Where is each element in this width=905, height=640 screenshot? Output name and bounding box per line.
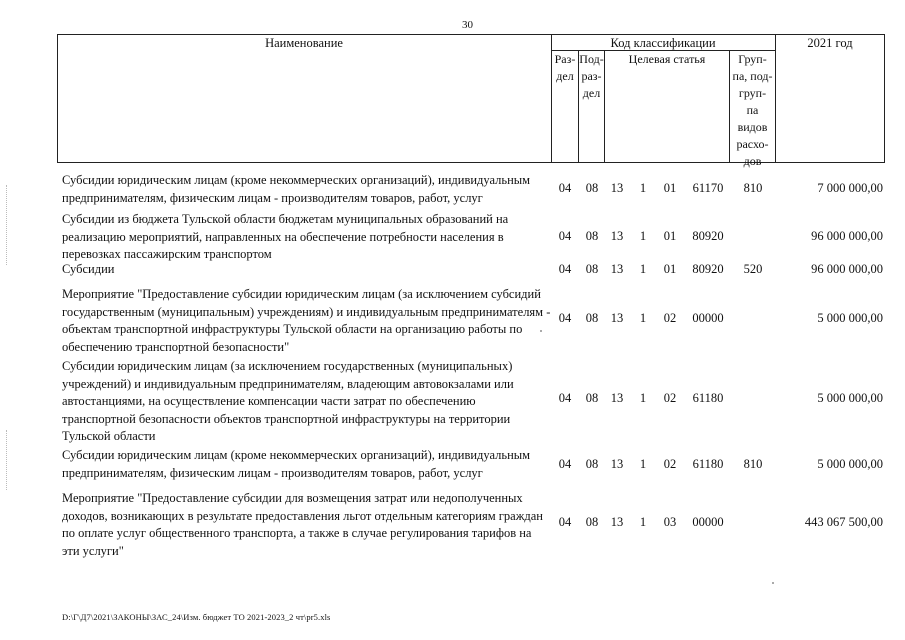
row-razdel: 04 (558, 457, 572, 471)
row-target-program: 13 (610, 229, 624, 243)
row-razdel: 04 (558, 391, 572, 405)
header-target: Целевая статья (628, 52, 706, 66)
row-amount: 7 000 000,00 (817, 181, 883, 195)
row-name: Субсидии юридическим лицам (за исключением государственных (муниципальных) учреждений) и индивидуальным предпринимателям, владеющим автовокзалами или автостанциями, на осуществление компенсации части затрат по обеспечению транспортной безопасности объектов транспортной инфраструктуры на территории Тульской области (62, 359, 514, 443)
row-target-direction: 61180 (692, 457, 724, 471)
scan-margin-artifact (6, 185, 9, 265)
row-name: Мероприятие "Предоставление субсидии юридическим лицам (за исключением субсидий государственным (муниципальным) учреждениям) и индивидуальным предпринимателям - объектам транспортной инфраструктуры Тульской области на организацию работы по обеспечению транспортной безопасности" (62, 287, 551, 354)
row-podrazdel: 08 (585, 515, 599, 529)
row-podrazdel: 08 (585, 229, 599, 243)
header-classification: Код классификации (610, 36, 716, 50)
row-target-event: 02 (663, 311, 677, 325)
row-target-program: 13 (610, 515, 624, 529)
row-podrazdel: 08 (585, 262, 599, 276)
row-razdel: 04 (558, 229, 572, 243)
row-podrazdel: 08 (585, 311, 599, 325)
row-name: Мероприятие "Предоставление субсидии для возмещения затрат или недополученных доходов, возникающих в результате предоставления льгот отдельным категориям граждан по оплате услуг общественного транспорта, а также в случае регулирования тарифов на эти услуги" (62, 491, 543, 558)
header-group: Груп- па, под- груп- па видов расхо- дов (732, 52, 773, 168)
row-target-subprogram: 1 (639, 262, 647, 276)
row-razdel: 04 (558, 515, 572, 529)
row-target-event: 01 (663, 262, 677, 276)
row-podrazdel: 08 (585, 181, 599, 195)
row-razdel: 04 (558, 262, 572, 276)
row-target-event: 01 (663, 229, 677, 243)
row-name: Субсидии (62, 262, 115, 276)
row-razdel: 04 (558, 311, 572, 325)
row-group: 810 (743, 181, 763, 195)
row-amount: 96 000 000,00 (811, 229, 883, 243)
row-target-program: 13 (610, 181, 624, 195)
row-target-subprogram: 1 (639, 391, 647, 405)
row-target-direction: 61170 (692, 181, 724, 195)
header-name: Наименование (265, 36, 343, 50)
row-amount: 5 000 000,00 (817, 391, 883, 405)
row-name: Субсидии юридическим лицам (кроме некоммерческих организаций), индивидуальным предпринимателям, физическим лицам - производителям товаров, работ, услуг (62, 173, 531, 205)
row-group: 520 (743, 262, 763, 276)
row-podrazdel: 08 (585, 391, 599, 405)
row-amount: 443 067 500,00 (804, 515, 883, 529)
row-target-event: 02 (663, 457, 677, 471)
row-target-direction: 61180 (692, 391, 724, 405)
scan-dot-artifact (772, 582, 774, 584)
scan-dot-artifact (540, 330, 542, 332)
file-path-footer: D:\Г\Д7\2021\ЗАКОНЫ\ЗАС_24\Изм. бюджет ТО 2021-2023_2 чт\pr5.xls (62, 612, 331, 622)
row-target-subprogram: 1 (639, 229, 647, 243)
header-left-border (57, 34, 58, 163)
header-razdel: Раз- дел (554, 52, 576, 83)
row-target-event: 01 (663, 181, 677, 195)
row-target-program: 13 (610, 311, 624, 325)
row-podrazdel: 08 (585, 457, 599, 471)
row-target-subprogram: 1 (639, 311, 647, 325)
page-number: 30 (462, 19, 473, 31)
row-group: 810 (743, 457, 763, 471)
row-target-event: 02 (663, 391, 677, 405)
scan-margin-artifact (6, 430, 9, 490)
row-amount: 5 000 000,00 (817, 311, 883, 325)
row-target-subprogram: 1 (639, 515, 647, 529)
row-amount: 5 000 000,00 (817, 457, 883, 471)
row-target-subprogram: 1 (639, 181, 647, 195)
header-podrazdel: Под- раз- дел (579, 52, 604, 100)
row-amount: 96 000 000,00 (811, 262, 883, 276)
row-target-program: 13 (610, 457, 624, 471)
classification-col-divider (775, 34, 776, 163)
header-right-border (884, 34, 885, 163)
row-target-direction: 00000 (692, 311, 724, 325)
row-target-direction: 80920 (692, 262, 724, 276)
row-name: Субсидии юридическим лицам (кроме некоммерческих организаций), индивидуальным предпринимателям, физическим лицам - производителям товаров, работ, услуг (62, 448, 531, 480)
row-name: Субсидии из бюджета Тульской области бюджетам муниципальных образований на реализацию мероприятий, направленных на обеспечение потребности населения в перевозках пассажирским транспортом (62, 212, 509, 261)
row-target-event: 03 (663, 515, 677, 529)
row-target-program: 13 (610, 262, 624, 276)
row-target-direction: 80920 (692, 229, 724, 243)
row-target-direction: 00000 (692, 515, 724, 529)
row-razdel: 04 (558, 181, 572, 195)
header-year: 2021 год (807, 36, 853, 50)
row-target-subprogram: 1 (639, 457, 647, 471)
row-target-program: 13 (610, 391, 624, 405)
